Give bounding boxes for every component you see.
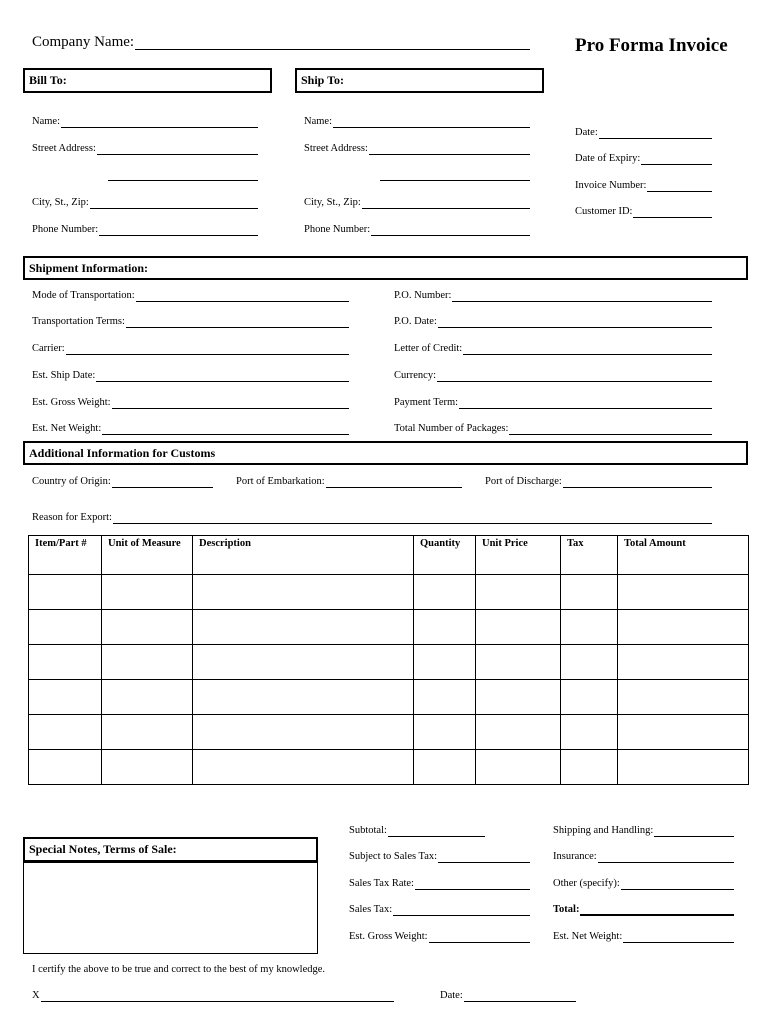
ship-to-phone-field[interactable] bbox=[304, 224, 530, 236]
letter-of-credit-field[interactable] bbox=[394, 343, 712, 355]
table-cell[interactable] bbox=[476, 680, 561, 715]
customer-id-label: Customer ID: bbox=[575, 206, 633, 217]
ship-to-city-field[interactable] bbox=[304, 197, 530, 209]
totals-gross-weight-field[interactable] bbox=[349, 931, 530, 943]
column-header-tax: Tax bbox=[561, 536, 618, 575]
table-cell[interactable] bbox=[102, 575, 193, 610]
reason-for-export-field[interactable] bbox=[32, 512, 712, 524]
table-cell[interactable] bbox=[193, 610, 414, 645]
port-of-embarkation-field[interactable] bbox=[236, 476, 462, 488]
invoice-date-label: Date: bbox=[575, 127, 598, 138]
column-header-unit-price: Unit Price bbox=[476, 536, 561, 575]
table-row bbox=[29, 610, 749, 645]
table-header-row bbox=[29, 536, 749, 575]
subtotal-field[interactable] bbox=[349, 825, 485, 837]
shipment-left-label: Est. Ship Date: bbox=[32, 370, 96, 381]
shipment-left-label: Est. Gross Weight: bbox=[32, 397, 111, 408]
column-header-unit: Unit of Measure bbox=[102, 536, 193, 575]
table-row bbox=[29, 575, 749, 610]
table-cell[interactable] bbox=[414, 750, 476, 785]
table-cell[interactable] bbox=[414, 610, 476, 645]
bill-to-name-label: Name: bbox=[32, 116, 60, 127]
bill-to-phone-field[interactable] bbox=[32, 224, 258, 236]
reason-for-export-label: Reason for Export: bbox=[32, 512, 112, 523]
table-cell[interactable] bbox=[193, 575, 414, 610]
po-date-field[interactable] bbox=[394, 316, 712, 328]
invoice-number-field[interactable] bbox=[575, 180, 712, 192]
transportation-terms-field[interactable] bbox=[32, 316, 349, 328]
table-cell[interactable] bbox=[618, 645, 749, 680]
column-header-quantity: Quantity bbox=[414, 536, 476, 575]
table-cell[interactable] bbox=[476, 750, 561, 785]
bill-to-phone-label: Phone Number: bbox=[32, 224, 99, 235]
table-cell[interactable] bbox=[561, 715, 618, 750]
column-header-item: Item/Part # bbox=[29, 536, 102, 575]
po-number-field[interactable] bbox=[394, 290, 712, 302]
shipment-left-label: Mode of Transportation: bbox=[32, 290, 135, 301]
bill-to-city-field[interactable] bbox=[32, 197, 258, 209]
ship-to-name-field[interactable] bbox=[304, 116, 530, 128]
table-cell[interactable] bbox=[102, 750, 193, 785]
table-body bbox=[29, 575, 749, 785]
shipment-left-label: Est. Net Weight: bbox=[32, 423, 102, 434]
table-cell[interactable] bbox=[561, 750, 618, 785]
shipment-right-label: P.O. Number: bbox=[394, 290, 452, 301]
shipment-info-header: Shipment Information: bbox=[23, 256, 748, 280]
shipment-right-label: Letter of Credit: bbox=[394, 343, 463, 354]
sales-tax-rate-field[interactable] bbox=[349, 878, 530, 890]
table-cell[interactable] bbox=[618, 575, 749, 610]
sales-tax-field[interactable] bbox=[349, 904, 530, 916]
table-row bbox=[29, 750, 749, 785]
shipment-right-label: P.O. Date: bbox=[394, 316, 437, 327]
payment-term-field[interactable] bbox=[394, 397, 712, 409]
table-cell[interactable] bbox=[618, 715, 749, 750]
signature-date-label: Date: bbox=[440, 990, 463, 1001]
country-of-origin-field[interactable] bbox=[32, 476, 213, 488]
special-notes-area[interactable] bbox=[23, 862, 318, 954]
company-name-field[interactable] bbox=[32, 34, 530, 50]
ship-to-name-label: Name: bbox=[304, 116, 332, 127]
table-cell[interactable] bbox=[29, 575, 102, 610]
table-cell[interactable] bbox=[476, 610, 561, 645]
ship-to-header: Ship To: bbox=[295, 68, 544, 93]
table-cell[interactable] bbox=[476, 645, 561, 680]
table-cell[interactable] bbox=[29, 750, 102, 785]
shipping-handling-field[interactable] bbox=[553, 825, 734, 837]
table-cell[interactable] bbox=[102, 645, 193, 680]
ship-to-street-field[interactable] bbox=[304, 143, 530, 155]
customer-id-field[interactable] bbox=[575, 206, 712, 218]
totals-left-label: Sales Tax Rate: bbox=[349, 878, 414, 889]
table-cell[interactable] bbox=[193, 715, 414, 750]
table-cell[interactable] bbox=[618, 610, 749, 645]
table-cell[interactable] bbox=[618, 750, 749, 785]
column-header-total-amount: Total Amount bbox=[618, 536, 749, 575]
est-net-weight-field[interactable] bbox=[32, 423, 349, 435]
shipment-left-label: Transportation Terms: bbox=[32, 316, 125, 327]
table-cell[interactable] bbox=[561, 575, 618, 610]
table-row bbox=[29, 715, 749, 750]
table-cell[interactable] bbox=[414, 715, 476, 750]
bill-to-name-field[interactable] bbox=[32, 116, 258, 128]
customs-info-header: Additional Information for Customs bbox=[23, 441, 748, 465]
table-cell[interactable] bbox=[29, 645, 102, 680]
table-cell[interactable] bbox=[561, 680, 618, 715]
table-cell[interactable] bbox=[193, 680, 414, 715]
totals-right-label: Other (specify): bbox=[553, 878, 620, 889]
shipment-left-label: Carrier: bbox=[32, 343, 65, 354]
signature-mark: X bbox=[32, 990, 40, 1001]
table-row bbox=[29, 680, 749, 715]
totals-right-label: Total: bbox=[553, 904, 580, 915]
bill-to-street-line-2[interactable] bbox=[108, 180, 258, 181]
bill-to-street-field[interactable] bbox=[32, 143, 258, 155]
bill-to-header: Bill To: bbox=[23, 68, 272, 93]
bill-to-street-label: Street Address: bbox=[32, 143, 96, 154]
table-cell[interactable] bbox=[414, 680, 476, 715]
shipment-right-label: Total Number of Packages: bbox=[394, 423, 509, 434]
totals-left-label: Subtotal: bbox=[349, 825, 387, 836]
shipment-right-label: Payment Term: bbox=[394, 397, 459, 408]
table-cell[interactable] bbox=[561, 610, 618, 645]
ship-to-street-line-2[interactable] bbox=[380, 180, 530, 181]
totals-left-label: Subject to Sales Tax: bbox=[349, 851, 438, 862]
certification-statement: I certify the above to be true and correct to the best of my knowledge. bbox=[32, 964, 326, 975]
column-header-description: Description bbox=[193, 536, 414, 575]
table-cell[interactable] bbox=[561, 645, 618, 680]
ship-to-phone-label: Phone Number: bbox=[304, 224, 371, 235]
table-row bbox=[29, 645, 749, 680]
totals-right-label: Est. Net Weight: bbox=[553, 931, 623, 942]
table-cell[interactable] bbox=[193, 750, 414, 785]
table-cell[interactable] bbox=[476, 575, 561, 610]
line-items-table bbox=[28, 535, 749, 785]
port-of-discharge-field[interactable] bbox=[485, 476, 712, 488]
table-cell[interactable] bbox=[29, 680, 102, 715]
signature-date-field[interactable] bbox=[440, 990, 576, 1002]
company-name-label: Company Name: bbox=[32, 34, 135, 50]
totals-net-weight-field[interactable] bbox=[553, 931, 734, 943]
date-of-expiry-label: Date of Expiry: bbox=[575, 153, 641, 164]
totals-left-label: Sales Tax: bbox=[349, 904, 393, 915]
date-of-expiry-field[interactable] bbox=[575, 153, 712, 165]
totals-right-label: Shipping and Handling: bbox=[553, 825, 654, 836]
country-of-origin-label: Country of Origin: bbox=[32, 476, 111, 487]
table-cell[interactable] bbox=[193, 645, 414, 680]
table-cell[interactable] bbox=[414, 645, 476, 680]
table-cell[interactable] bbox=[476, 715, 561, 750]
shipment-right-label: Currency: bbox=[394, 370, 436, 381]
table-cell[interactable] bbox=[414, 575, 476, 610]
signature-field[interactable] bbox=[32, 990, 394, 1002]
port-of-discharge-label: Port of Discharge: bbox=[485, 476, 562, 487]
port-of-embarkation-label: Port of Embarkation: bbox=[236, 476, 325, 487]
totals-left-label: Est. Gross Weight: bbox=[349, 931, 428, 942]
ship-to-street-label: Street Address: bbox=[304, 143, 368, 154]
table-cell[interactable] bbox=[29, 610, 102, 645]
total-field[interactable] bbox=[553, 904, 734, 916]
est-gross-weight-field[interactable] bbox=[32, 397, 349, 409]
table-cell[interactable] bbox=[102, 715, 193, 750]
carrier-field[interactable] bbox=[32, 343, 349, 355]
bill-to-city-label: City, St., Zip: bbox=[32, 197, 89, 208]
insurance-field[interactable] bbox=[553, 851, 734, 863]
document-title: Pro Forma Invoice bbox=[575, 35, 728, 56]
est-ship-date-field[interactable] bbox=[32, 370, 349, 382]
total-packages-field[interactable] bbox=[394, 423, 712, 435]
mode-of-transportation-field[interactable] bbox=[32, 290, 349, 302]
currency-field[interactable] bbox=[394, 370, 712, 382]
totals-right-label: Insurance: bbox=[553, 851, 597, 862]
table-cell[interactable] bbox=[29, 715, 102, 750]
other-specify-field[interactable] bbox=[553, 878, 734, 890]
table-cell[interactable] bbox=[102, 610, 193, 645]
table-cell[interactable] bbox=[618, 680, 749, 715]
invoice-date-field[interactable] bbox=[575, 127, 712, 139]
ship-to-city-label: City, St., Zip: bbox=[304, 197, 361, 208]
special-notes-header: Special Notes, Terms of Sale: bbox=[23, 837, 318, 862]
table-cell[interactable] bbox=[102, 680, 193, 715]
invoice-number-label: Invoice Number: bbox=[575, 180, 647, 191]
subject-to-sales-tax-field[interactable] bbox=[349, 851, 530, 863]
